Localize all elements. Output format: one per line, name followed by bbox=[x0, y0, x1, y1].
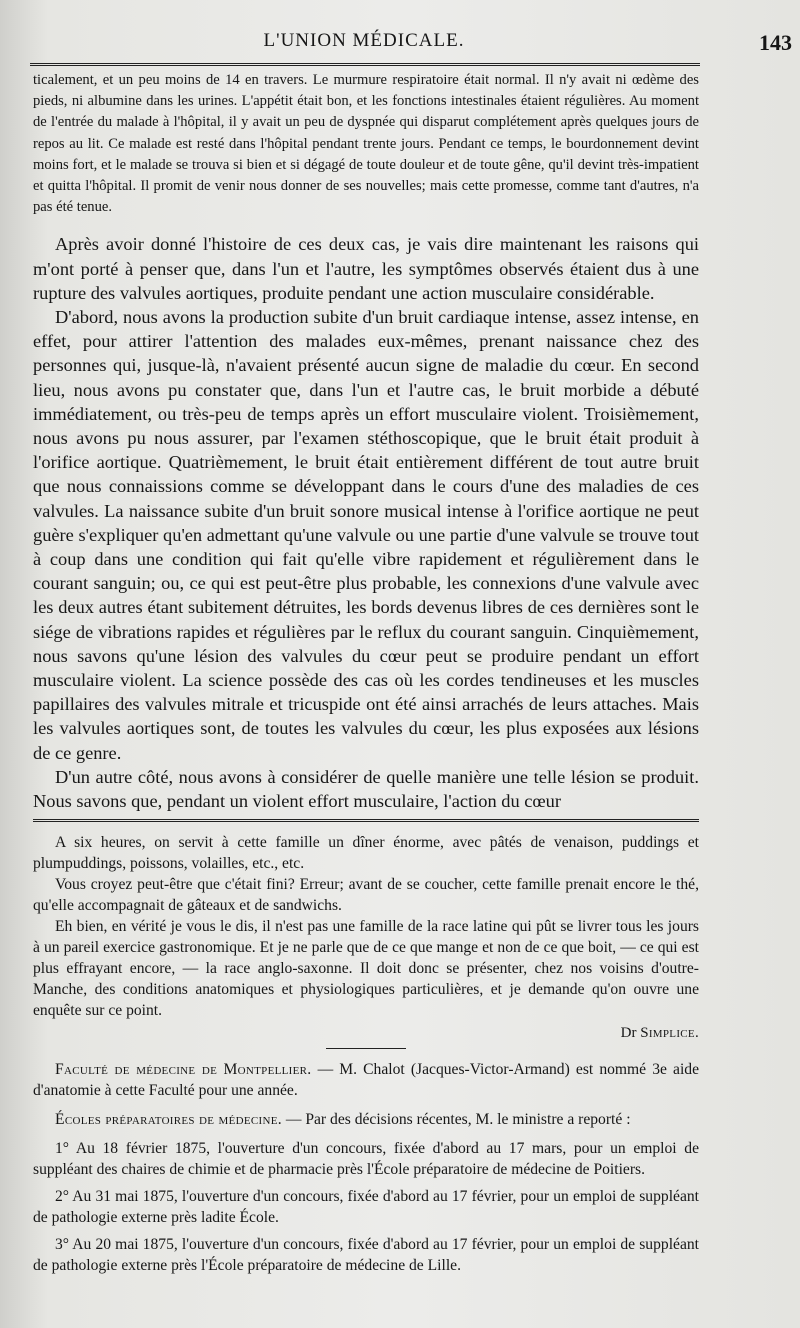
feuilleton-paragraph: Vous croyez peut-être que c'était fini? Erreur; avant de se coucher, cette famille prenait encore le thé, qu'elle accompagnait de gâteaux et de sandwichs. bbox=[33, 876, 699, 915]
case-report-continuation bbox=[33, 70, 699, 218]
news-text: — M. Chalot (Jacques-Victor-Armand) est nommé 3e aide d'anatomie à cette Faculté pour une année. bbox=[33, 1061, 699, 1100]
news-heading: Écoles préparatoires de médecine. bbox=[55, 1111, 282, 1129]
feuilleton-section bbox=[33, 832, 699, 1276]
feuilleton-paragraph: Eh bien, en vérité je vous le dis, il n'est pas une famille de la race latine qui pût se livrer tous les jours à un pareil exercice gastronomique. Et je ne parle que de ce que mange et non de ce que boit, — ce qui est plus effrayant encore, — la race anglo-saxonne. Il doit donc se présenter, chez nos voisins d'outre-Manche, des conditions anatomiques et physiologiques particulières, et je demande qu'on ouvre une enquête sur ce point. bbox=[33, 918, 699, 1020]
body-paragraph: D'un autre côté, nous avons à considérer de quelle manière une telle lésion se produit. Nous savons que, pendant un violent effort musculaire, l'action du cœur bbox=[33, 766, 699, 812]
news-list-item: 3° Au 20 mai 1875, l'ouverture d'un concours, fixée d'abord au 17 février, pour un emploi de suppléant de pathologie externe près l'École préparatoire de médecine de Lille. bbox=[33, 1236, 699, 1275]
news-list-item: 1° Au 18 février 1875, l'ouverture d'un concours, fixée d'abord au 17 mars, pour un emploi de suppléant des chaires de chimie et de pharmacie près l'École préparatoire de médecine de Poitiers. bbox=[33, 1140, 699, 1179]
news-ecoles bbox=[33, 1109, 699, 1130]
running-title: L'UNION MÉDICALE. bbox=[263, 30, 465, 51]
page-number: 143 bbox=[759, 30, 792, 55]
signature-prefix: Dr bbox=[620, 1025, 637, 1042]
section-divider bbox=[326, 1048, 406, 1049]
author-signature bbox=[33, 1023, 699, 1044]
body-paragraph: Après avoir donné l'histoire de ces deux cas, je vais dire maintenant les raisons qui m'ont porté à penser que, dans l'un et l'autre, les symptômes observés étaient dus à une rupture des valvules aortiques, produite pendant une action musculaire considérable. bbox=[33, 234, 699, 303]
news-heading: Faculté de médecine de Montpellier. bbox=[55, 1061, 312, 1079]
news-text: — Par des décisions récentes, M. le ministre a reporté : bbox=[285, 1111, 631, 1129]
news-list-item: 2° Au 31 mai 1875, l'ouverture d'un concours, fixée d'abord au 17 février, pour un emploi de suppléant de pathologie externe près ladite École. bbox=[33, 1188, 699, 1227]
body-paragraph: D'abord, nous avons la production subite d'un bruit cardiaque intense, assez intense, en effet, pour attirer l'attention des malades eux-mêmes, prenant naissance chez des personnes qui, jusque-là, n'avaient présenté aucun signe de maladie du cœur. En second lieu, nous avons pu constater que, dans l'un et l'autre cas, le bruit morbide a débuté immédiatement, ou très-peu de temps après un effort musculaire violent. Troisièmement, nous avons pu nous assurer, par l'examen stéthoscopique, que le bruit était produit à l'orifice aortique. Quatrièmement, le bruit était entièrement différent de tout autre bruit que nous connaissions comme se développant dans le cours d'une des maladies de ces valvules. La naissance subite d'un bruit sonore musical intense à l'orifice aortique ne peut guère s'expliquer qu'en admettant qu'une valvule ou une partie d'une valvule se trouve tout à coup dans une condition qui fait qu'elle vibre rapidement et régulièrement dans le courant sanguin; ou, ce qui est peut-être plus probable, les connexions d'une valvule avec les deux autres étant subitement détruites, les bords devenus libres de ces dernières sont le siége de vibrations rapides et régulières par le reflux du courant sanguin. Cinquièmement, nous savons qu'une lésion des valvules du cœur peut se produire pendant un effort musculaire violent. La science possède des cas où les cordes tendineuses et les muscles papillaires des valvules mitrale et tricuspide ont été ainsi arrachés de leurs attaches. Mais les valvules aortiques sont, de toutes les valvules du cœur, les plus exposées aux lésions de ce genre. bbox=[33, 307, 699, 763]
news-section bbox=[33, 1059, 699, 1276]
signature-name: Simplice. bbox=[640, 1025, 699, 1042]
news-montpellier bbox=[33, 1059, 699, 1101]
feuilleton-paragraph: A six heures, on servit à cette famille un dîner énorme, avec pâtés de venaison, puddings et plumpuddings, poissons, volailles, etc., etc. bbox=[33, 834, 699, 873]
header-rule bbox=[30, 63, 700, 66]
continuation-paragraph: ticalement, et un peu moins de 14 en travers. Le murmure respiratoire était normal. Il n'y avait ni œdème des pieds, ni albumine dans les urines. L'appétit était bon, et les fonctions intestinales étaient régulières. Au moment de l'entrée du malade à l'hôpital, il y avait un peu de dyspnée qui disparut complétement après quelques jours de repos au lit. Ce malade est resté dans l'hôpital pendant trente jours. Pendant ce temps, le bourdonnement devint moins fort, et le malade se trouva si bien et si dégagé de toute douleur et de toute gêne, qu'il devint très-impatient et quitta l'hôpital. Il promit de venir nous donner de ses nouvelles; mais cette promesse, comme tant d'autres, n'a pas été tenue. bbox=[33, 72, 699, 216]
page-header bbox=[32, 30, 792, 58]
text-column bbox=[33, 70, 699, 1276]
main-article-body bbox=[33, 232, 699, 813]
feuilleton-separator bbox=[33, 819, 699, 822]
